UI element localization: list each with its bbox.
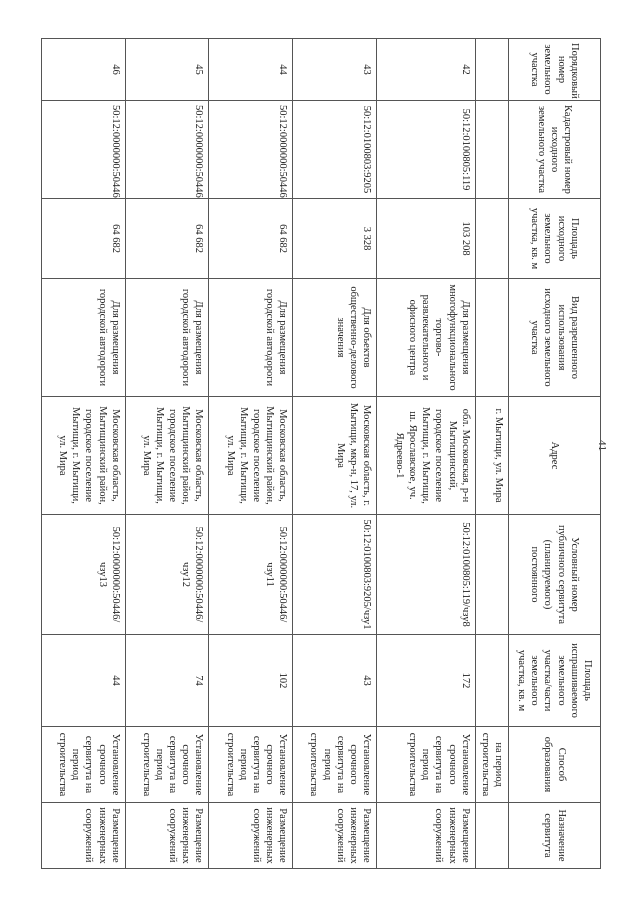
easement-number: 50:12:0100803:9205/чзу1	[293, 515, 377, 635]
row-number: 43	[293, 39, 377, 101]
plot-area: 64 682	[42, 199, 126, 279]
permitted-use: Для размещения многофункционального торгово-развлекательного и офисного центра	[376, 279, 475, 397]
table-cell: г. Мытищи, ул. Мира	[475, 397, 508, 515]
address: обл. Московская, р-н Мытищинский, городское поселение Мытищи, г. Мытищи, ш. Ярославское, уч. Ядреево-1	[376, 397, 475, 515]
formation-method: Установление срочного сервитута на период строительства	[125, 727, 209, 803]
header-cell: Назначение сервитута	[509, 803, 601, 869]
easement-purpose: Размещение инженерных сооружений	[376, 803, 475, 869]
header-cell: Порядковый номер земельного участка	[509, 39, 601, 101]
requested-area: 74	[125, 635, 209, 727]
table-cell	[475, 279, 508, 397]
permitted-use: Для размещения городской автодороги	[42, 279, 126, 397]
table-cell	[475, 803, 508, 869]
table-cell: на период строительства	[475, 727, 508, 803]
cadastral-number: 50:12:0100803:9205	[293, 101, 377, 199]
plot-area: 103 208	[376, 199, 475, 279]
easement-purpose: Размещение инженерных сооружений	[125, 803, 209, 869]
header-cell: Адрес	[509, 397, 601, 515]
table-row	[125, 39, 209, 869]
header-cell: Площадь испрашиваемого земельного участка/части земельного участка, кв. м	[509, 635, 601, 727]
easement-purpose: Размещение инженерных сооружений	[293, 803, 377, 869]
address: Московская область, Мытищинский район, городское поселение Мытищи, г. Мытищи, ул. Мира	[42, 397, 126, 515]
table-cell	[475, 199, 508, 279]
permitted-use: Для размещения городской автодороги	[125, 279, 209, 397]
page-number: 41	[596, 440, 608, 451]
permitted-use: Для размещения городской автодороги	[209, 279, 293, 397]
address: Московская область, Мытищинский район, городское поселение Мытищи, г. Мытищи, ул. Мира	[209, 397, 293, 515]
requested-area: 43	[293, 635, 377, 727]
table-row	[42, 39, 126, 869]
plot-area: 3 328	[293, 199, 377, 279]
address: Московская область, Мытищинский район, городское поселение Мытищи, г. Мытищи, ул. Мира	[125, 397, 209, 515]
header-cell: Кадастровый номер исходного земельного участка	[509, 101, 601, 199]
requested-area: 172	[376, 635, 475, 727]
row-number: 44	[209, 39, 293, 101]
cadastral-number: 50:12:0000000:50446	[209, 101, 293, 199]
cadastral-number: 50:12:0000000:50446	[42, 101, 126, 199]
table-cell	[475, 39, 508, 101]
row-number: 45	[125, 39, 209, 101]
header-cell: Способ образования	[509, 727, 601, 803]
plot-area: 64 682	[125, 199, 209, 279]
formation-method: Установление срочного сервитута на период строительства	[376, 727, 475, 803]
header-cell: Условный номер публичного сервитута (планируемого) постоянного	[509, 515, 601, 635]
easement-number: 50:12:0000000:50446/чзу12	[125, 515, 209, 635]
easement-number: 50:12:0100805:119/чзу8	[376, 515, 475, 635]
header-cell: Площадь исходного земельного участка, кв. м	[509, 199, 601, 279]
plot-area: 64 682	[209, 199, 293, 279]
easement-purpose: Размещение инженерных сооружений	[42, 803, 126, 869]
formation-method: Установление срочного сервитута на период строительства	[209, 727, 293, 803]
easement-number: 50:12:0000000:50446/чзу13	[42, 515, 126, 635]
carryover-row	[475, 39, 508, 869]
requested-area: 102	[209, 635, 293, 727]
cadastral-number: 50:12:0100805:119	[376, 101, 475, 199]
header-cell: Вид разрешенного использования исходного земельного участка	[509, 279, 601, 397]
row-number: 46	[42, 39, 126, 101]
table-row	[209, 39, 293, 869]
row-number: 42	[376, 39, 475, 101]
permitted-use: Для объектов общественно-делового значения	[293, 279, 377, 397]
table-row	[376, 39, 475, 869]
table-cell	[475, 515, 508, 635]
easement-table	[41, 38, 601, 869]
address: Московская область, г. Мытищи, мкр-н, 17, ул. Мира	[293, 397, 377, 515]
table-cell	[475, 635, 508, 727]
table-cell	[475, 101, 508, 199]
cadastral-number: 50:12:0000000:50446	[125, 101, 209, 199]
header-row	[509, 39, 601, 869]
formation-method: Установление срочного сервитута на период строительства	[293, 727, 377, 803]
formation-method: Установление срочного сервитута на период строительства	[42, 727, 126, 803]
table-row	[293, 39, 377, 869]
rotated-table-container	[41, 38, 601, 868]
requested-area: 44	[42, 635, 126, 727]
easement-number: 50:12:0000000:50446/чзу11	[209, 515, 293, 635]
easement-purpose: Размещение инженерных сооружений	[209, 803, 293, 869]
